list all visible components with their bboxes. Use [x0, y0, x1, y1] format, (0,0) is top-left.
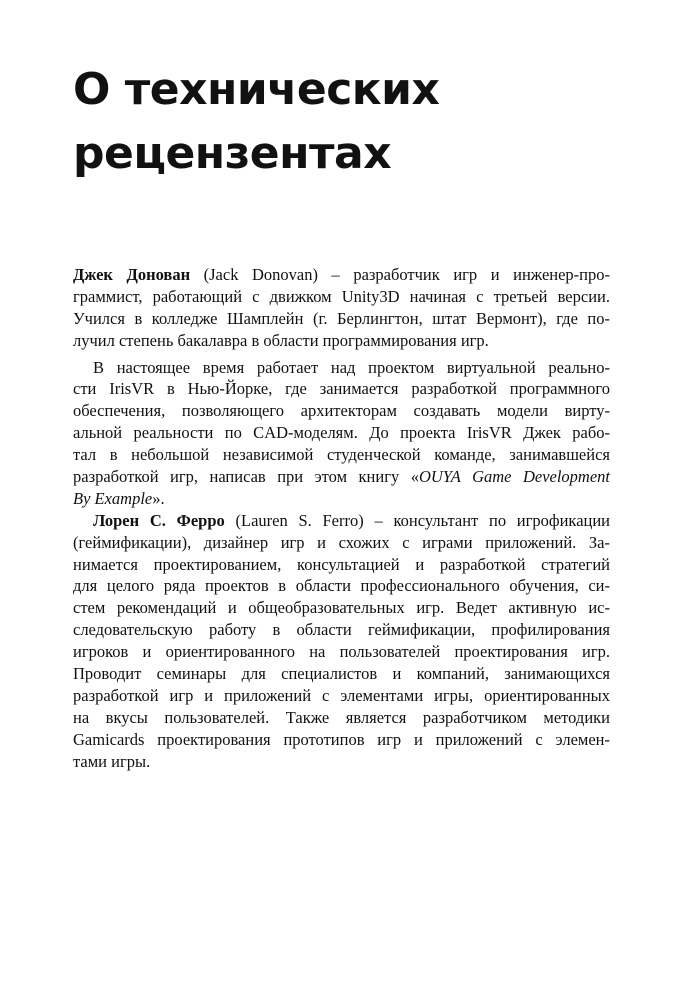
title-line-2: рецензентах: [73, 128, 392, 179]
page-title: [73, 58, 633, 186]
text-line: следовательскую работу в области геймификации, профилирования: [73, 620, 610, 640]
text-line: тами игры.: [73, 751, 151, 771]
text-line: (геймификации), дизайнер игр и схожих с играми приложений. За-: [73, 532, 610, 552]
text-line: граммист, работающий с движком Unity3D начиная с третьей версии.: [73, 286, 610, 306]
reviewer-name: Джек Донован: [73, 265, 191, 284]
text-line: Проводит семинары для специалистов и компаний, занимающихся: [73, 664, 610, 684]
text-line: для целого ряда проектов в области профессионального обучения, си-: [73, 576, 610, 596]
text-fragment: разработкой игр, написав при этом книгу «: [73, 467, 419, 487]
text-line: [73, 510, 610, 532]
text-line: [73, 488, 610, 510]
paragraph-jack-donovan: [73, 264, 610, 352]
title-line-1: О технических: [73, 64, 440, 115]
text-line: тал в небольшой независимой студенческой команде, занимавшейся: [73, 445, 610, 465]
text-line: лучил степень бакалавра в области программирования игр.: [73, 330, 489, 350]
book-title-continued: By Example: [73, 488, 153, 508]
text-fragment: (Jack Donovan) – разработчик игр и инженер-про-: [190, 265, 610, 284]
text-fragment: (Lauren S. Ferro) – консультант по игрофикации: [224, 510, 610, 530]
reviewer-name: Лорен С. Ферро: [93, 510, 225, 530]
text-line: игроков и ориентированного на пользователей проектирования игр.: [73, 642, 610, 662]
text-line: Учился в колледже Шамплейн (г. Берлингтон, штат Вермонт), где по-: [73, 308, 610, 328]
text-line: [73, 466, 610, 488]
text-line: обеспечения, позволяющего архитекторам создавать модели вирту-: [73, 401, 610, 421]
text-line: сти IrisVR в Нью-Йорке, где занимается разработкой программного: [73, 379, 610, 399]
text-line: Gamicards проектирования прототипов игр и приложений с элемен-: [73, 729, 610, 749]
text-line: на вкусы пользователей. Также является разработчиком методики: [73, 707, 610, 727]
text-line: разработкой игр и приложений с элементами игры, ориентированных: [73, 685, 610, 705]
text-line: нимается проектированием, консультацией и разработкой стратегий: [73, 554, 610, 574]
text-fragment: ».: [152, 488, 165, 508]
text-line: В настоящее время работает над проектом виртуальной реально-: [93, 357, 610, 377]
paragraph-irisvr: [73, 357, 610, 510]
body-text: [73, 264, 610, 772]
text-line: стем рекомендаций и общеобразовательных игр. Ведет активную ис-: [73, 598, 610, 618]
text-line: альной реальности по CAD-моделям. До проекта IrisVR Джек рабо-: [73, 423, 610, 443]
text-line: [73, 264, 610, 286]
paragraph-lauren-ferro: [73, 510, 610, 773]
book-title: OUYA Game Development: [418, 467, 610, 487]
